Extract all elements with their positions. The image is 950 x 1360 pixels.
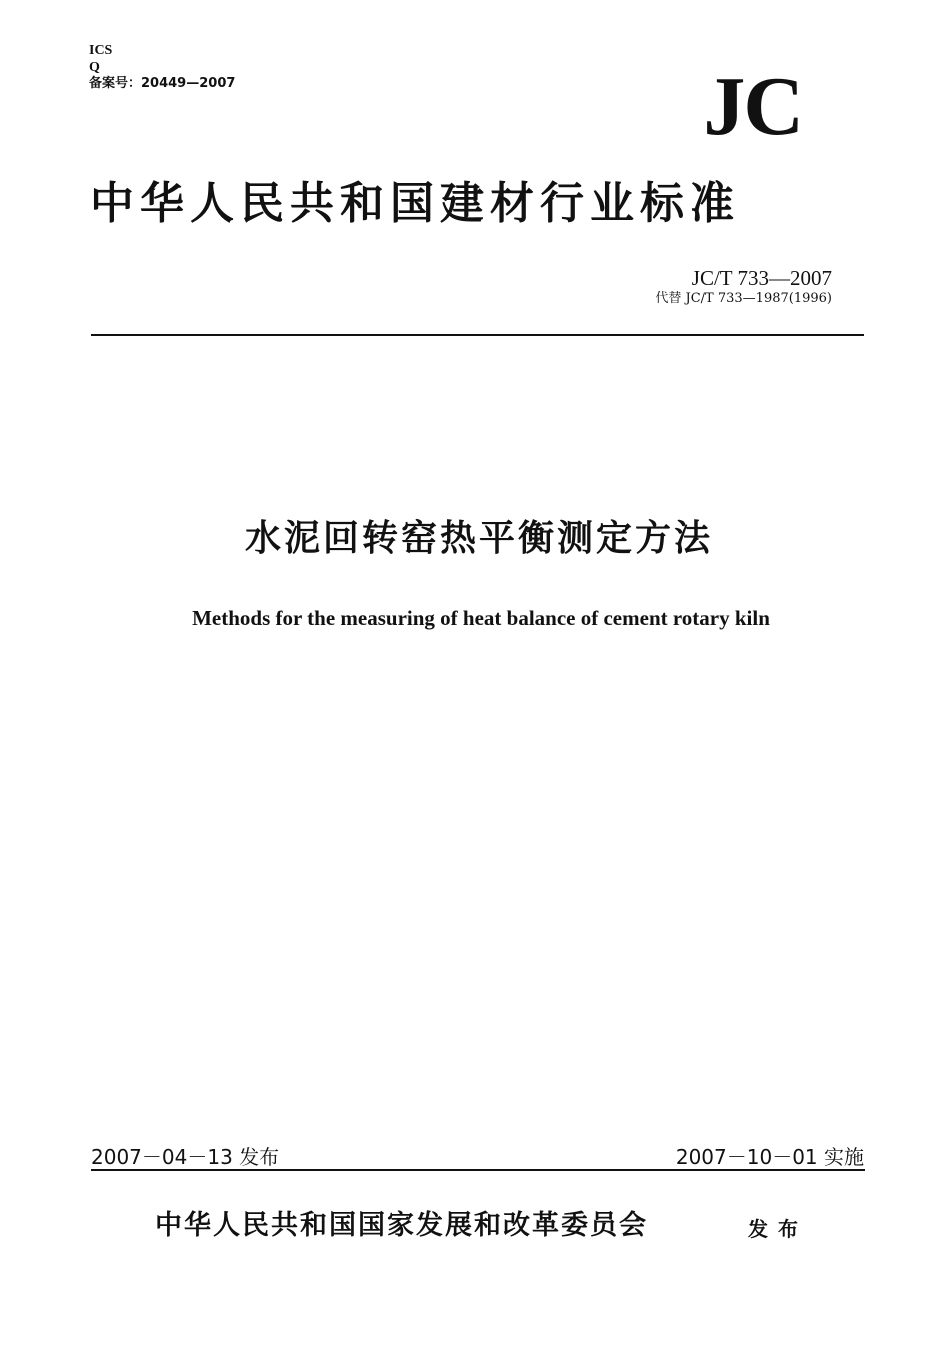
- standard-replaces: 代替 JC/T 733—1987(1996): [655, 291, 832, 306]
- top-divider: [91, 334, 864, 336]
- publish-label: 发布: [748, 1217, 808, 1241]
- publisher-name: 中华人民共和国国家发展和改革委员会: [155, 1210, 648, 1241]
- document-title-en: Methods for the measuring of heat balance of cement rotary kiln: [192, 606, 770, 630]
- implementation-date: 2007－10－01 实施: [675, 1145, 864, 1169]
- document-title-zh: 水泥回转窑热平衡测定方法: [244, 518, 713, 559]
- jc-logo: JC: [703, 60, 802, 153]
- issue-date: 2007－04－13 发布: [91, 1145, 280, 1169]
- standard-number: JC/T 733—2007: [691, 266, 832, 290]
- category-code: Q: [89, 60, 100, 75]
- record-number: 备案号：20449—2007: [89, 76, 236, 91]
- ics-code: ICS: [89, 43, 113, 58]
- standard-title: 中华人民共和国建材行业标准: [90, 178, 740, 229]
- bottom-divider: [91, 1169, 865, 1171]
